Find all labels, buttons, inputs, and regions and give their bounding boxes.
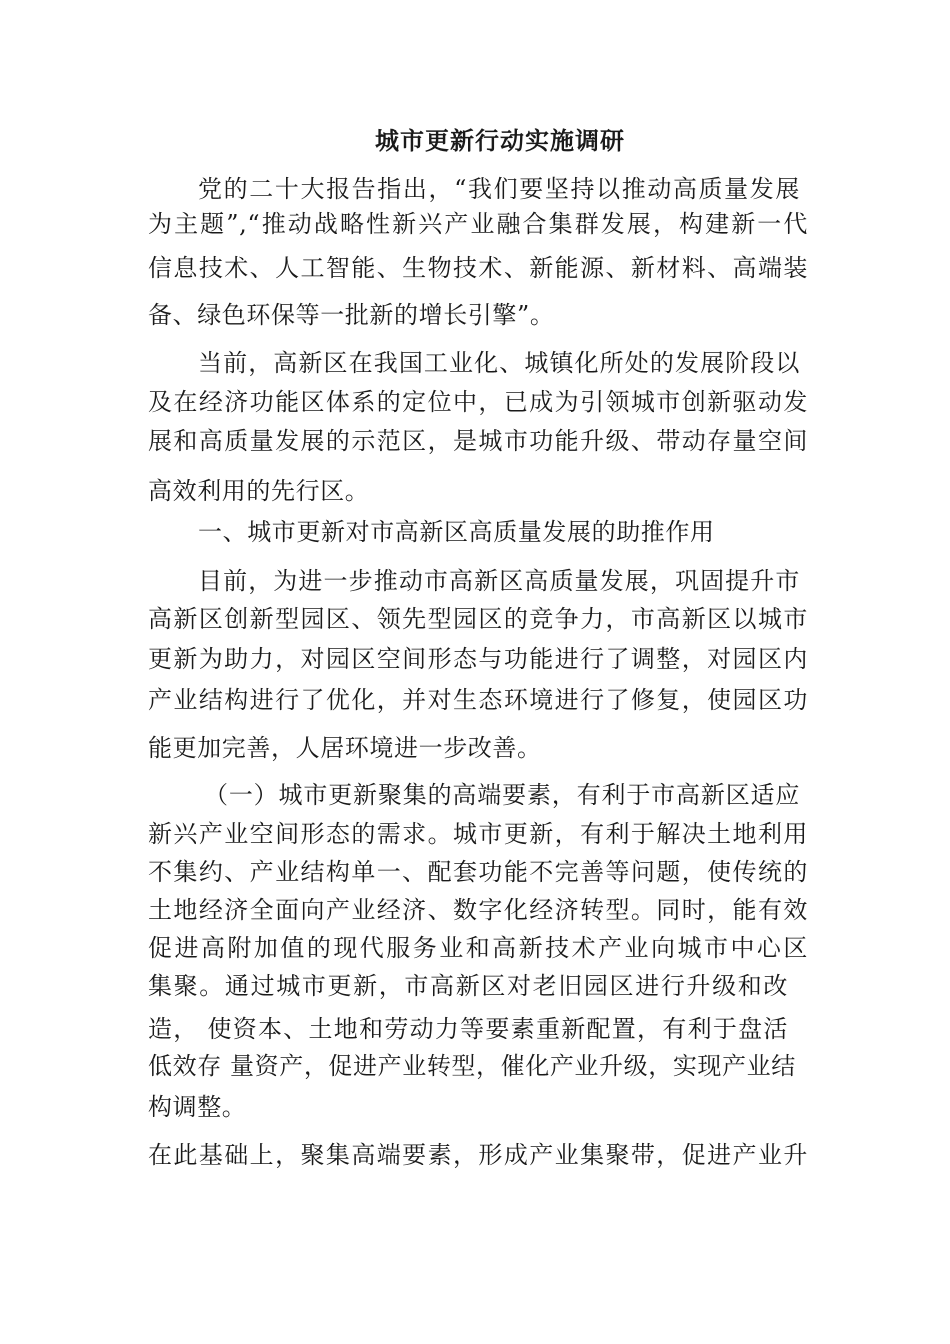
document-title: 城市更新行动实施调研 [375,126,625,155]
text-line: 能更加完善，人居环境进一步改善。 [148,734,542,762]
text-line: 及在经济功能区体系的定位中，已成为引领城市创新驱动发 [148,388,808,416]
text-line: 造， 使资本、土地和劳动力等要素重新配置，有利于盘活 [148,1015,788,1043]
text-line: 为主题”,“推动战略性新兴产业融合集群发展，构建新一代 [148,210,808,238]
text-line: 当前，高新区在我国工业化、城镇化所处的发展阶段以 [198,349,800,377]
text-line: 展和高质量发展的示范区，是城市功能升级、带动存量空间 [148,427,808,455]
text-line: 党的二十大报告指出，“我们要坚持以推动高质量发展 [198,175,800,203]
text-line: 低效存 量资产，促进产业转型，催化产业升级，实现产业结 [148,1052,796,1080]
text-line: 产业结构进行了优化，并对生态环境进行了修复，使园区功 [148,686,808,714]
subsection-line: （一）城市更新聚集的高端要素，有利于市高新区适应 [204,781,800,809]
text-line: 目前，为进一步推动市高新区高质量发展，巩固提升市 [198,567,800,595]
text-line: 不集约、产业结构单一、配套功能不完善等问题，使传统的 [148,858,808,886]
text-line: 新兴产业空间形态的需求。城市更新，有利于解决土地利用 [148,820,808,848]
text-line: 信息技术、人工智能、生物技术、新能源、新材料、高端装 [148,254,808,282]
text-line: 更新为助力，对园区空间形态与功能进行了调整，对园区内 [148,645,808,673]
text-line: 构调整。 [148,1093,247,1121]
text-line: 在此基础上，聚集高端要素，形成产业集聚带，促进产业升 [148,1141,808,1169]
text-line: 高新区创新型园区、领先型园区的竞争力，市高新区以城市 [148,605,808,633]
text-line: 土地经济全面向产业经济、数字化经济转型。同时，能有效 [148,896,808,924]
section-heading: 一、城市更新对市高新区高质量发展的助推作用 [198,518,715,546]
text-line: 集聚。通过城市更新，市高新区对老旧园区进行升级和改 [148,972,788,1000]
text-line: 高效利用的先行区。 [148,477,370,505]
text-line: 备、绿色环保等一批新的增长引擎”。 [148,301,555,329]
text-line: 促进高附加值的现代服务业和高新技术产业向城市中心区 [148,934,808,962]
